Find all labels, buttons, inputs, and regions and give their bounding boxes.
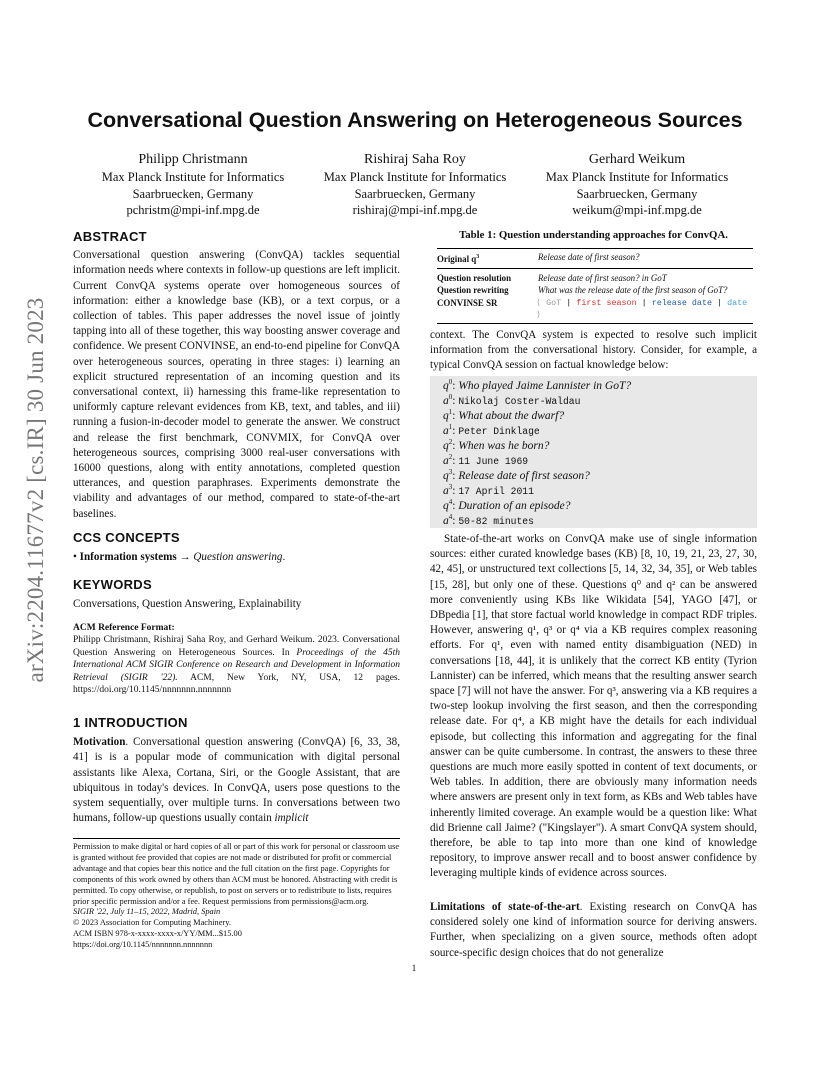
conversation-line: $a^1$: Peter Dinklage: [443, 423, 540, 437]
table1-sr-value: ⟨ GoT | first season | release date | date ⟩: [536, 297, 748, 320]
table1-label: CONVINSE SR: [437, 297, 498, 308]
footnote-text: Permission to make digital or hard copies of all or part of this work for personal or classroom use is granted without fee provided that copies are not made or distributed for profit or commercial advantage and that copies bear this notice and the full citation on the first page. Copyrights for components of this work owned by others than ACM must be honored. Abstracting with credit is permitted. To copy otherwise, or republish, to post on servers or to redistribute to lists, requires prior specific permission and/or a fee. Request permissions from permissions@acm.org.: [73, 842, 400, 906]
ccs-sub: Question answering: [193, 551, 283, 564]
intro-body: . Conversational question answering (ConvQA) [6, 33, 38, 41] is is a popular mode of communication with digital personal assistants like Alexa, Cortana, Siri, or the Google Assistant, that are ubiquitous in today's devices. In ConvQA, users pose questions to the system sequentially, over multiple turns. In conversations between two humans, follow-up questions usually contain: [73, 736, 400, 825]
table1-row: [437, 297, 753, 321]
ccs-heading: CCS CONCEPTS: [73, 530, 180, 545]
footnote-doi: https://doi.org/10.1145/nnnnnnn.nnnnnnn: [73, 940, 213, 950]
ccs-concept: Information systems: [79, 551, 177, 564]
conversation-line: $a^2$: 11 June 1969: [443, 453, 529, 467]
conversation-line: $q^1$: What about the dwarf?: [443, 408, 565, 422]
acm-ref-part1: Philipp Christmann, Rishiraj Saha Roy, and Gerhard Weikum. 2023. Conversational Question Answering on Heterogeneous Sources. In: [73, 635, 400, 658]
table1-original-row: [437, 251, 753, 265]
acm-ref-venue: Proceedings of the 45th International ACM SIGIR Conference on Research and Development in Information Retrieval (SIGIR '22).: [73, 647, 400, 683]
page-number: 1: [411, 964, 417, 974]
keywords-heading: KEYWORDS: [73, 577, 152, 592]
limitations-lead: Limitations of state-of-the-art: [430, 901, 580, 913]
acm-reference: [73, 622, 400, 696]
table1-row: [437, 284, 753, 296]
table1-value: Release date of first season?: [538, 252, 640, 262]
table1-label: Original $q^3$: [437, 253, 480, 264]
conversation-line: $a^0$: Nikolaj Coster-Waldau: [443, 393, 581, 407]
acm-ref-text: [73, 634, 400, 696]
ccs-section: [73, 530, 400, 565]
author-2: [305, 150, 525, 219]
table1-row: [437, 272, 753, 284]
table1-label: Question resolution: [437, 273, 512, 284]
abstract-section: [73, 229, 400, 522]
author-name: Philipp Christmann: [138, 152, 248, 167]
table1-label: Question rewriting: [437, 285, 509, 296]
conversation-line: $q^2$: When was he born?: [443, 438, 550, 452]
ccs-arrow: →: [179, 551, 191, 564]
author-location: Saarbruecken, Germany: [132, 186, 254, 201]
author-affiliation: Max Planck Institute for Informatics: [545, 170, 729, 184]
author-name: Rishiraj Saha Roy: [364, 152, 466, 167]
right-paragraph-2: [430, 900, 757, 961]
ccs-bullet: •: [73, 551, 77, 564]
footnote-conf: SIGIR '22, July 11–15, 2022, Madrid, Spain: [73, 907, 221, 917]
arxiv-id: arXiv:2204.11677v2 [cs.IR] 30 Jun 2023: [23, 297, 48, 683]
table1-value: What was the release date of the first season of GoT?: [538, 285, 728, 296]
arxiv-sidebar: [10, 297, 62, 683]
author-affiliation: Max Planck Institute for Informatics: [323, 170, 507, 184]
author-location: Saarbruecken, Germany: [576, 186, 698, 201]
right-intro: context. The ConvQA system is expected to resolve such implicit information from the conversational history. Consider, for example, a typical ConvQA session on factual knowledge below:: [430, 329, 757, 372]
author-name: Gerhard Weikum: [588, 152, 686, 167]
intro-end: implicit: [274, 812, 309, 825]
conversation-box: [430, 376, 757, 528]
acm-ref-heading: ACM Reference Format:: [73, 623, 175, 633]
abstract-heading: ABSTRACT: [73, 229, 147, 244]
paper-title: Conversational Question Answering on Heterogeneous Sources: [87, 108, 743, 132]
intro-heading: 1 INTRODUCTION: [73, 715, 188, 730]
author-1: [83, 150, 303, 219]
right-paragraph-1: State-of-the-art works on ConvQA make use of single information sources: either curated knowledge bases (KB) [8, 10, 19, 21, 23, 27, 30, 42, 45], or unstructured text collections [5, 14, 32, 34, 35], or Web tables [15, 28], but only one of these. Questions q⁰ and q² can be answered more conveniently using KBs like Wikidata [54], YAGO [47], or DBpedia [1], that store factual world knowledge in compact RDF triples. However, answering q¹, q³ or q⁴ via a KB requires complex reasoning efforts. For q¹, even with named entity disambiguation (NED) in conversations [18, 44], it is unlikely that the correct KB entity (Tyrion Lannister) can be inferred, which means that the resulting answer search space [7] will not have the answer. For q³, answering via a KB requires a two-step lookup involving the first season, and then the corresponding release date. For q⁴, a KB might have the details for each individual episode, but collecting this information and aggregating for the final answer can be quite cumbersome. In contrast, the answers to these three questions are much more easily spotted in content of text documents, or Web tables. In addition, there are obviously many information needs where answers are present only in text form, as KBs and Web tables have inherently limited coverage. An example would be a question like: What did Brienne call Jaime? ("Kingslayer"). A smart ConvQA system should, therefore, be able to tap into more than one kind of knowledge repository, to improve answer recall and to boost answer confidence by leveraging multiple kinds of evidence across sources.: [430, 533, 757, 880]
conversation-line: $a^4$: 50-82 minutes: [443, 513, 534, 527]
conversation-line: $q^3$: Release date of first season?: [443, 468, 590, 482]
author-location: Saarbruecken, Germany: [354, 186, 476, 201]
ccs-text: [73, 550, 400, 565]
conversation-line: $q^4$: Duration of an episode?: [443, 498, 571, 512]
limitations-body: . Existing research on ConvQA has considered solely one kind of information source for deriving answers. Further, when specializing on a given source, methods often adopt source-specific design choices that do not generalize: [430, 901, 757, 959]
author-email: pchristm@mpi-inf.mpg.de: [126, 203, 260, 217]
author-email: rishiraj@mpi-inf.mpg.de: [352, 203, 478, 217]
keywords-text: Conversations, Question Answering, Explainability: [73, 598, 302, 611]
intro-section: [73, 715, 400, 826]
abstract-text: Conversational question answering (ConvQA) tackles sequential information needs where contexts in follow-up questions are left implicit. Current ConvQA systems operate over homogeneous sources of information: either a knowledge base (KB), or a text corpus, or a collection of tables. This paper addresses the novel issue of jointly tapping into all of these together, this way boosting answer coverage and confidence. We present CONVINSE, an end-to-end pipeline for ConvQA over heterogeneous sources, operating in three stages: i) learning an explicit structured representation of an incoming question and its conversational context, ii) harnessing this frame-like representation to uniformly capture relevant evidences from KB, text, and tables, and iii) running a fusion-in-decoder model to generate the answer. We construct and release the first benchmark, CONVMIX, for ConvQA over heterogeneous sources, comprising 3000 real-user conversations with 16000 questions, along with entity annotations, completed question utterances, and question paraphrases. Experiments demonstrate the viability and advantages of our method, compared to state-of-the-art baselines.: [73, 249, 400, 520]
keywords-section: [73, 577, 400, 612]
ccs-end: .: [282, 551, 286, 564]
table1-caption: Table 1: Question understanding approaches for ConvQA.: [459, 229, 728, 241]
acm-ref-part2: ACM, New York, NY, USA, 12 pages. https://doi.org/10.1145/nnnnnnn.nnnnnnn: [73, 672, 400, 696]
footnote-copyright: © 2023 Association for Computing Machinery.: [73, 918, 231, 928]
footnote-isbn: ACM ISBN 978-x-xxxx-xxxx-x/YY/MM...$15.00: [73, 929, 242, 939]
permission-footnote: [73, 838, 400, 951]
table1: [437, 248, 753, 324]
author-email: weikum@mpi-inf.mpg.de: [572, 203, 702, 217]
author-affiliation: Max Planck Institute for Informatics: [101, 170, 285, 184]
conversation-line: $a^3$: 17 April 2011: [443, 483, 534, 497]
table1-body: [437, 268, 753, 321]
author-3: [527, 150, 747, 219]
conversation-line: $q^0$: Who played Jaime Lannister in GoT?: [443, 378, 632, 392]
intro-lead: Motivation: [73, 736, 126, 749]
table1-value: Release date of first season? in GoT: [538, 273, 667, 284]
intro-text: [73, 735, 400, 826]
